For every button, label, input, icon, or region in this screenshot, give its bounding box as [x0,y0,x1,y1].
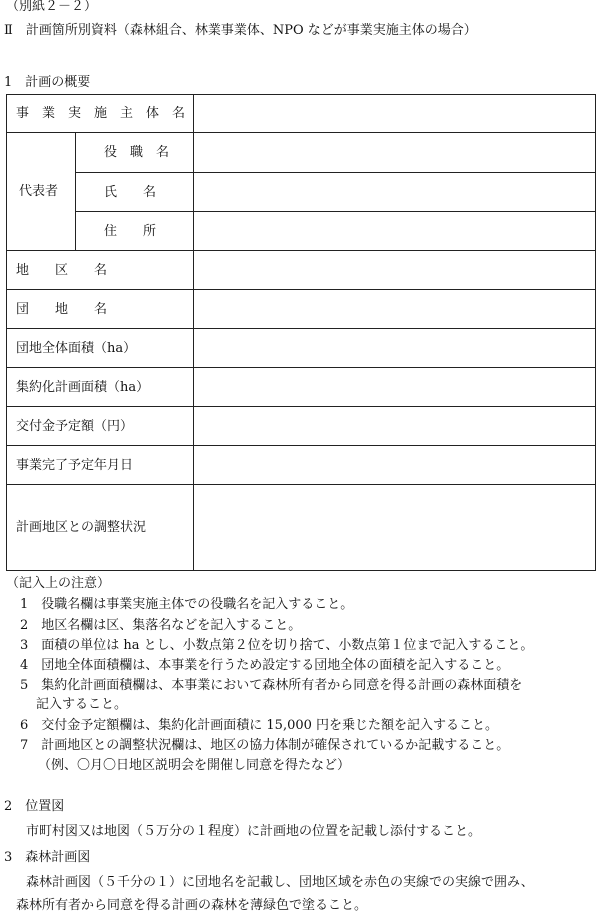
block-label: 団 地 名 [7,290,194,329]
coordination-label: 計画地区との調整状況 [7,485,194,571]
table-row [7,368,596,407]
section2-body: 市町村図又は地図（５万分の１程度）に計画地の位置を記載し添付すること。 [26,824,482,839]
section3-body-line1: 森林計画図（５千分の１）に団地名を記載し、団地区域を赤色の実線での実線で囲み、 [26,875,534,890]
note-item: 5 集約化計画面積欄は、本事業において森林所有者から同意を得る計画の森林面積を [20,678,523,693]
completion-label: 事業完了予定年月日 [7,446,194,485]
block-area-label: 団地全体面積（ha） [7,329,194,368]
section2-heading: 2 位置図 [4,799,65,814]
district-label: 地 区 名 [7,251,194,290]
table-row [7,133,596,173]
note-example: （例、〇月〇日地区説明会を開催し同意を得たなど） [38,758,351,773]
attachment-label: （別紙２－２） [6,0,98,14]
table-row [7,95,596,133]
implementer-label: 事 業 実 施 主 体 名 [7,95,194,133]
consolidated-area-input-cell[interactable] [194,368,596,407]
note-item: 6 交付金予定額欄は、集約化計画面積に 15,000 円を乗じた額を記入すること。 [20,718,499,733]
title-label: 役 職 名 [76,133,194,173]
table-row [7,407,596,446]
completion-input-cell[interactable] [194,446,596,485]
grant-input-cell[interactable] [194,407,596,446]
section1-heading: 1 計画の概要 [4,75,91,90]
address-label: 住 所 [76,212,194,251]
notes-heading: （記入上の注意） [6,576,111,591]
table-row [7,173,596,212]
section-title: Ⅱ 計画箇所別資料（森林組合、林業事業体、NPO などが事業実施主体の場合） [4,23,477,38]
name-input-cell[interactable] [194,173,596,212]
section3-body-line2: 森林所有者から同意を得る計画の森林を薄緑色で塗ること。 [16,898,368,913]
implementer-input-cell[interactable] [194,95,596,133]
table-row [7,446,596,485]
table-row [7,329,596,368]
block-area-input-cell[interactable] [194,329,596,368]
note-item: 4 団地全体面積欄は、本事業を行うため設定する団地全体の面積を記入すること。 [20,658,510,673]
representative-label: 代表者 [7,133,76,251]
title-input-cell[interactable] [194,133,596,173]
table-row [7,485,596,571]
table-row [7,251,596,290]
table-row [7,290,596,329]
district-input-cell[interactable] [194,251,596,290]
address-input-cell[interactable] [194,212,596,251]
name-label: 氏 名 [76,173,194,212]
note-item: 3 面積の単位は ha とし、小数点第２位を切り捨て、小数点第１位まで記入すること。 [20,638,534,653]
plan-overview-table [6,94,596,571]
note-item-continuation: 記入すること。 [36,697,128,712]
block-input-cell[interactable] [194,290,596,329]
note-item: 2 地区名欄は区、集落名などを記入すること。 [20,618,302,633]
grant-label: 交付金予定額（円） [7,407,194,446]
section3-heading: 3 森林計画図 [4,850,91,865]
note-item: 7 計画地区との調整状況欄は、地区の協力体制が確保されているか記載すること。 [20,738,510,753]
table-row [7,212,596,251]
note-item: 1 役職名欄は事業実施主体での役職名を記入すること。 [20,597,354,612]
coordination-input-cell[interactable] [194,485,596,571]
consolidated-area-label: 集約化計画面積（ha） [7,368,194,407]
